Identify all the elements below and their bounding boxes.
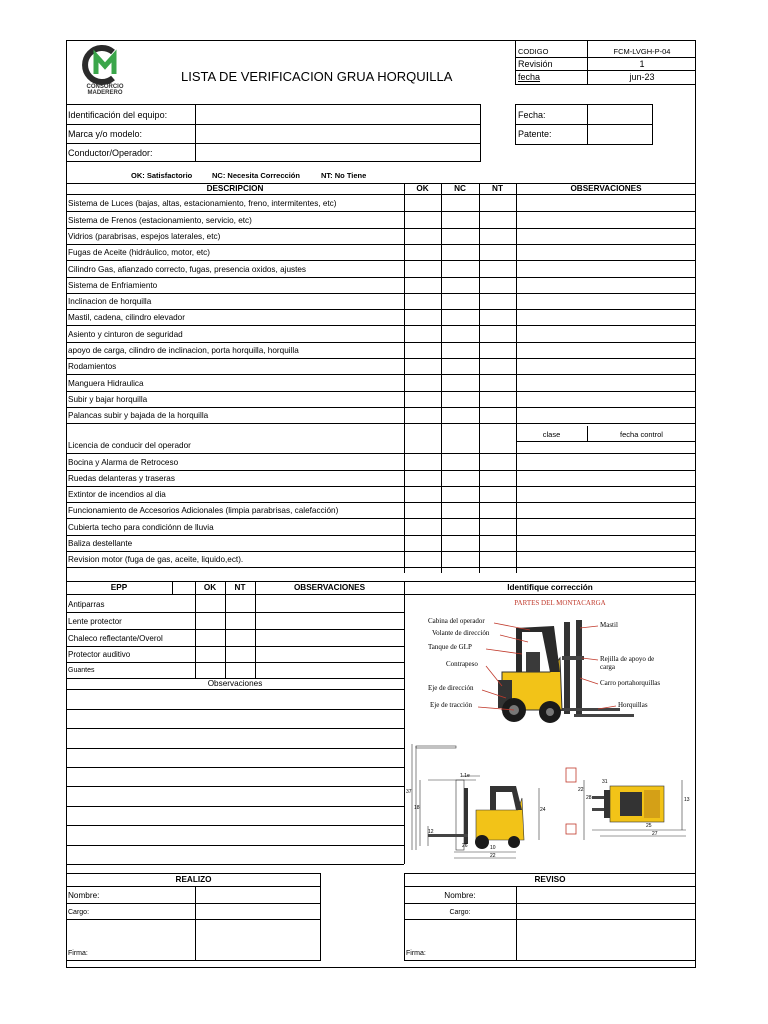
reviso-cargo-field[interactable] bbox=[517, 904, 695, 919]
observaciones-cell[interactable] bbox=[517, 471, 696, 486]
realizo-firma-field[interactable] bbox=[196, 920, 320, 960]
fecha-value: jun-23 bbox=[629, 72, 655, 82]
nt-cell[interactable] bbox=[480, 503, 516, 518]
ok-cell[interactable] bbox=[405, 278, 441, 293]
part-label: carga bbox=[600, 663, 616, 671]
dimension-label: 10 bbox=[490, 845, 496, 851]
checklist-item-label: Ruedas delanteras y traseras bbox=[68, 474, 175, 483]
nc-cell[interactable] bbox=[442, 471, 479, 486]
checklist-item-label: Cilindro Gas, afianzado correcto, fugas, presencia oxidos, ajustes bbox=[68, 265, 307, 274]
part-label: Eje de tracción bbox=[430, 701, 472, 709]
nt-cell[interactable] bbox=[480, 212, 516, 227]
epp-nt-cell[interactable] bbox=[226, 647, 255, 662]
nt-cell[interactable] bbox=[480, 392, 516, 407]
ok-cell[interactable] bbox=[405, 471, 441, 486]
logo-text-line1: CONSORCIO bbox=[86, 84, 124, 90]
observaciones-cell[interactable] bbox=[517, 536, 696, 551]
nt-cell[interactable] bbox=[480, 487, 516, 502]
conductor-field[interactable] bbox=[196, 144, 480, 161]
checklist-item-label: Asiento y cinturon de seguridad bbox=[68, 330, 183, 339]
nc-cell[interactable] bbox=[442, 310, 479, 325]
realizo-firma-label: Firma: bbox=[68, 950, 88, 957]
nt-cell[interactable] bbox=[480, 552, 516, 567]
part-label: Volante de dirección bbox=[432, 629, 490, 637]
nc-cell[interactable] bbox=[442, 229, 479, 244]
logo-text-line2: MADERERO bbox=[87, 90, 123, 96]
ok-cell[interactable] bbox=[405, 310, 441, 325]
part-label: Eje de dirección bbox=[428, 684, 474, 692]
reviso-nombre-field[interactable] bbox=[517, 887, 695, 903]
nc-cell[interactable] bbox=[442, 519, 479, 534]
epp-item-label: Protector auditivo bbox=[68, 650, 131, 659]
epp-header-ok: OK bbox=[203, 583, 217, 592]
ok-cell[interactable] bbox=[405, 326, 441, 341]
realizo-title: REALIZO bbox=[175, 875, 212, 884]
ok-cell[interactable] bbox=[405, 487, 441, 502]
licencia-clase-label: clase bbox=[542, 430, 561, 439]
observaciones-cell[interactable] bbox=[517, 375, 696, 390]
dimension-label: 18 bbox=[414, 805, 420, 811]
nc-cell[interactable] bbox=[442, 196, 479, 211]
checklist-item-label: Inclinacion de horquilla bbox=[68, 297, 152, 306]
observaciones-cell[interactable] bbox=[517, 261, 696, 276]
diagram-title: PARTES DEL MONTACARGA bbox=[514, 599, 606, 607]
marca-field[interactable] bbox=[196, 125, 480, 143]
forklift-parts-diagram bbox=[410, 598, 680, 734]
nt-cell[interactable] bbox=[480, 229, 516, 244]
checklist-item-label: Subir y bajar horquilla bbox=[68, 395, 148, 404]
checklist-item-label: Sistema de Frenos (estacionamiento, servicio, etc) bbox=[68, 216, 252, 225]
nt-cell[interactable] bbox=[480, 536, 516, 551]
checklist-item-label: Rodamientos bbox=[68, 362, 117, 371]
nt-cell[interactable] bbox=[480, 424, 516, 453]
epp-ok-cell[interactable] bbox=[196, 630, 225, 646]
epp-header: EPP bbox=[110, 583, 128, 592]
col-header-observaciones: OBSERVACIONES bbox=[570, 184, 642, 193]
dimension-label: 22 bbox=[490, 853, 496, 859]
ok-cell[interactable] bbox=[405, 536, 441, 551]
observaciones-cell[interactable] bbox=[517, 326, 696, 341]
part-label: Mastil bbox=[600, 621, 618, 629]
dimension-label: 27 bbox=[652, 831, 658, 837]
nt-cell[interactable] bbox=[480, 196, 516, 211]
dimension-label: 31 bbox=[602, 779, 608, 785]
correccion-title: Identifique corrección bbox=[507, 583, 593, 592]
nt-cell[interactable] bbox=[480, 454, 516, 469]
epp-nt-cell[interactable] bbox=[226, 663, 255, 678]
ok-cell[interactable] bbox=[405, 359, 441, 374]
col-header-descripcion: DESCRIPCION bbox=[206, 184, 264, 193]
realizo-nombre-field[interactable] bbox=[196, 887, 320, 903]
observaciones-cell[interactable] bbox=[517, 245, 696, 260]
ok-cell[interactable] bbox=[405, 343, 441, 358]
part-label: Contrapeso bbox=[446, 660, 478, 668]
forklift-dimensions-diagram bbox=[406, 740, 694, 862]
observaciones-cell[interactable] bbox=[517, 552, 696, 567]
epp-item-label: Chaleco reflectante/Overol bbox=[68, 634, 163, 643]
nc-cell[interactable] bbox=[442, 359, 479, 374]
checklist-item-label: Palancas subir y bajada de la horquilla bbox=[68, 411, 209, 420]
reviso-cargo-label: Cargo: bbox=[449, 909, 471, 916]
observaciones-cell[interactable] bbox=[517, 343, 696, 358]
observaciones-area[interactable] bbox=[67, 690, 404, 864]
nc-cell[interactable] bbox=[442, 294, 479, 309]
dimension-label: 22 bbox=[578, 787, 584, 793]
ok-cell[interactable] bbox=[405, 424, 441, 453]
reviso-nombre-label: Nombre: bbox=[444, 891, 476, 900]
ok-cell[interactable] bbox=[405, 519, 441, 534]
nc-cell[interactable] bbox=[442, 536, 479, 551]
checklist-item-label: Funcionamiento de Accesorios Adicionales (limpia parabrisas, calefacción) bbox=[68, 506, 339, 515]
reviso-firma-label: Firma: bbox=[406, 950, 426, 957]
nc-cell[interactable] bbox=[442, 261, 479, 276]
legend-nc: NC: Necesita Corrección bbox=[212, 171, 300, 180]
epp-observaciones-cell[interactable] bbox=[256, 596, 404, 612]
nt-cell[interactable] bbox=[480, 326, 516, 341]
nt-cell[interactable] bbox=[480, 519, 516, 534]
checklist-item-label: Fugas de Aceite (hidráulico, motor, etc) bbox=[68, 248, 210, 257]
observaciones-cell[interactable] bbox=[517, 519, 696, 534]
observaciones-cell[interactable] bbox=[517, 503, 696, 518]
company-logo bbox=[80, 44, 130, 100]
checklist-item-label: Baliza destellante bbox=[68, 539, 133, 548]
observaciones-cell[interactable] bbox=[517, 294, 696, 309]
ok-cell[interactable] bbox=[405, 375, 441, 390]
ok-cell[interactable] bbox=[405, 552, 441, 567]
checklist-item-label: Sistema de Enfriamiento bbox=[68, 281, 158, 290]
dimension-label: 1.1e bbox=[460, 773, 470, 779]
checklist-item-label: Manguera Hidraulica bbox=[68, 379, 144, 388]
ok-cell[interactable] bbox=[405, 454, 441, 469]
nt-cell[interactable] bbox=[480, 408, 516, 423]
nt-cell[interactable] bbox=[480, 471, 516, 486]
epp-item-label: Lente protector bbox=[68, 617, 122, 626]
observaciones-cell[interactable] bbox=[517, 454, 696, 469]
dimension-label: 13 bbox=[684, 797, 690, 803]
checklist-item-label: Sistema de Luces (bajas, altas, estacionamiento, freno, intermitentes, etc) bbox=[68, 199, 337, 208]
epp-item-label: Antiparras bbox=[68, 600, 105, 609]
epp-ok-cell[interactable] bbox=[196, 596, 225, 612]
reviso-firma-field[interactable] bbox=[517, 920, 695, 960]
checklist-item-label: Cubierta techo para condiciónn de lluvia bbox=[68, 523, 214, 532]
revision-value: 1 bbox=[639, 59, 645, 69]
observaciones-cell[interactable] bbox=[517, 310, 696, 325]
observaciones-cell[interactable] bbox=[517, 196, 696, 211]
realizo-cargo-label: Cargo: bbox=[68, 909, 90, 916]
nc-cell[interactable] bbox=[442, 212, 479, 227]
nt-cell[interactable] bbox=[480, 359, 516, 374]
ok-cell[interactable] bbox=[405, 503, 441, 518]
ok-cell[interactable] bbox=[405, 196, 441, 211]
nc-cell[interactable] bbox=[442, 278, 479, 293]
observaciones-cell[interactable] bbox=[517, 278, 696, 293]
ok-cell[interactable] bbox=[405, 294, 441, 309]
nc-cell[interactable] bbox=[442, 503, 479, 518]
checklist-item-label: Extintor de incendios al dia bbox=[68, 490, 166, 499]
licencia-fecha-label: fecha control bbox=[620, 430, 663, 439]
checklist-item-label: Mastil, cadena, cilindro elevador bbox=[68, 313, 185, 322]
dimension-label: 12 bbox=[428, 829, 434, 835]
marca-label: Marca y/o modelo: bbox=[68, 129, 143, 139]
legend-ok: OK: Satisfactorio bbox=[131, 171, 193, 180]
equipo-label: Identificación del equipo: bbox=[68, 110, 168, 120]
observaciones-cell[interactable] bbox=[517, 392, 696, 407]
epp-item-label: Guantes bbox=[68, 667, 95, 674]
col-header-nc: NC bbox=[454, 184, 466, 193]
ok-cell[interactable] bbox=[405, 392, 441, 407]
epp-observaciones-cell[interactable] bbox=[256, 613, 404, 629]
nt-cell[interactable] bbox=[480, 261, 516, 276]
epp-ok-cell[interactable] bbox=[196, 647, 225, 662]
logo-mark-icon bbox=[80, 44, 130, 86]
ok-cell[interactable] bbox=[405, 408, 441, 423]
nc-cell[interactable] bbox=[442, 424, 479, 453]
nc-cell[interactable] bbox=[442, 245, 479, 260]
patente-field[interactable] bbox=[588, 125, 652, 144]
nc-cell[interactable] bbox=[442, 343, 479, 358]
codigo-label: CODIGO bbox=[518, 47, 549, 56]
realizo-nombre-label: Nombre: bbox=[68, 891, 100, 900]
nc-cell[interactable] bbox=[442, 408, 479, 423]
part-label: Horquillas bbox=[618, 701, 648, 709]
dimension-label: 25 bbox=[646, 823, 652, 829]
fecha-info-field[interactable] bbox=[588, 105, 652, 124]
reviso-title: REVISO bbox=[534, 875, 566, 884]
forklift-dimensions-icon bbox=[406, 740, 694, 862]
observaciones-cell[interactable] bbox=[517, 359, 696, 374]
dimension-label: 37 bbox=[406, 789, 412, 795]
dimension-label: 28 bbox=[586, 795, 592, 801]
fecha-info-label: Fecha: bbox=[518, 110, 546, 120]
page-title: LISTA DE VERIFICACION GRUA HORQUILLA bbox=[181, 69, 453, 84]
epp-observaciones-cell[interactable] bbox=[256, 663, 404, 678]
nc-cell[interactable] bbox=[442, 375, 479, 390]
col-header-nt: NT bbox=[492, 184, 503, 193]
nc-cell[interactable] bbox=[442, 552, 479, 567]
epp-header-observaciones: OBSERVACIONES bbox=[293, 583, 366, 592]
conductor-label: Conductor/Operador: bbox=[68, 148, 153, 158]
nt-cell[interactable] bbox=[480, 343, 516, 358]
nt-cell[interactable] bbox=[480, 294, 516, 309]
ok-cell[interactable] bbox=[405, 261, 441, 276]
epp-header-nt: NT bbox=[234, 583, 246, 592]
nt-cell[interactable] bbox=[480, 310, 516, 325]
dimension-label: 26 bbox=[462, 843, 468, 849]
observaciones-cell[interactable] bbox=[517, 212, 696, 227]
realizo-cargo-field[interactable] bbox=[196, 904, 320, 919]
checklist-item-label: Licencia de conducir del operador bbox=[68, 441, 191, 450]
nc-cell[interactable] bbox=[442, 454, 479, 469]
part-label: Rejilla de apoyo de bbox=[600, 655, 655, 663]
epp-ok-cell[interactable] bbox=[196, 613, 225, 629]
epp-nt-cell[interactable] bbox=[226, 630, 255, 646]
epp-nt-cell[interactable] bbox=[226, 613, 255, 629]
fecha-label: fecha bbox=[518, 72, 541, 82]
revision-label: Revisión bbox=[518, 59, 553, 69]
part-label: Carro portahorquillas bbox=[600, 679, 661, 687]
part-label: Cabina del operador bbox=[428, 617, 485, 625]
checklist-item-label: Revision motor (fuga de gas, aceite, liquido,ect). bbox=[68, 555, 244, 564]
checklist-item-label: Bocina y Alarma de Retroceso bbox=[68, 458, 179, 467]
observaciones-cell[interactable] bbox=[517, 487, 696, 502]
legend-nt: NT: No Tiene bbox=[321, 171, 367, 180]
equipo-field[interactable] bbox=[196, 105, 480, 124]
observaciones-cell[interactable] bbox=[517, 408, 696, 423]
epp-observaciones-cell[interactable] bbox=[256, 630, 404, 646]
epp-observaciones-cell[interactable] bbox=[256, 647, 404, 662]
ok-cell[interactable] bbox=[405, 229, 441, 244]
nt-cell[interactable] bbox=[480, 375, 516, 390]
nc-cell[interactable] bbox=[442, 392, 479, 407]
nt-cell[interactable] bbox=[480, 278, 516, 293]
part-label: Tanque de GLP bbox=[428, 643, 472, 651]
dimension-label: 24 bbox=[540, 807, 546, 813]
col-header-ok: OK bbox=[416, 184, 429, 193]
epp-nt-cell[interactable] bbox=[226, 596, 255, 612]
nt-cell[interactable] bbox=[480, 245, 516, 260]
ok-cell[interactable] bbox=[405, 212, 441, 227]
epp-ok-cell[interactable] bbox=[196, 663, 225, 678]
patente-label: Patente: bbox=[518, 129, 552, 139]
nc-cell[interactable] bbox=[442, 326, 479, 341]
observaciones-cell[interactable] bbox=[517, 229, 696, 244]
observaciones-title: Observaciones bbox=[207, 679, 263, 688]
codigo-value: FCM-LVGH-P-04 bbox=[613, 47, 671, 56]
ok-cell[interactable] bbox=[405, 245, 441, 260]
checklist-item-label: apoyo de carga, cilindro de inclinacion, porta horquilla, horquilla bbox=[68, 346, 299, 355]
checklist-item-label: Vidrios (parabrisas, espejos laterales, etc) bbox=[68, 232, 221, 241]
nc-cell[interactable] bbox=[442, 487, 479, 502]
